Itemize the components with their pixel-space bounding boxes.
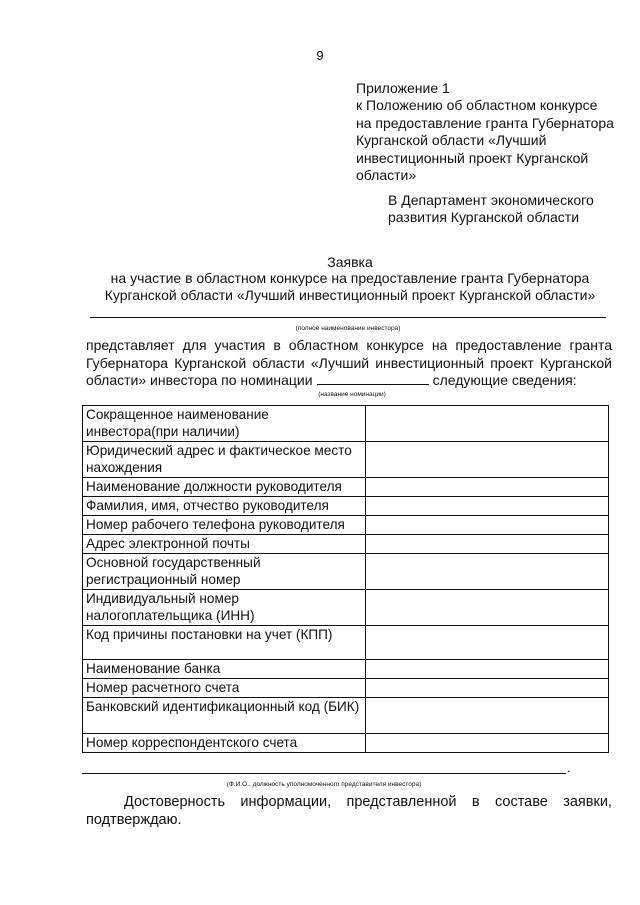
word: Губернатора <box>86 354 169 371</box>
table-row <box>83 590 609 626</box>
word: инвестиционный <box>375 354 485 371</box>
nomination-blank-line <box>317 372 429 385</box>
row-label: Индивидуальный номер налогоплательщика (ИНН) <box>83 590 366 626</box>
word: Достоверность <box>124 794 226 810</box>
table-row <box>83 535 609 554</box>
row-value-cell[interactable] <box>366 554 609 590</box>
recipient-line: В Департамент экономического <box>388 192 594 208</box>
appendix-note <box>356 80 614 184</box>
recipient-line: развития Курганской области <box>388 209 580 226</box>
row-value-cell[interactable] <box>366 679 609 698</box>
row-label: Номер рабочего телефона руководителя <box>83 516 366 535</box>
table-row <box>83 497 609 516</box>
document-title: Заявка <box>327 254 373 270</box>
signature-caption: (Ф.И.О., должность уполномоченного представителя инвестора) <box>226 781 422 788</box>
word: заявки, <box>563 794 612 810</box>
row-label: Наименование должности руководителя <box>83 478 366 497</box>
appendix-line: Курганской области «Лучший <box>356 132 547 149</box>
row-value-cell[interactable] <box>366 442 609 478</box>
row-value-cell[interactable] <box>366 535 609 554</box>
table-row <box>83 554 609 590</box>
appendix-line: области» <box>356 167 417 184</box>
word: в <box>471 794 480 810</box>
page-number: 9 <box>316 48 324 63</box>
table-row <box>83 478 609 497</box>
table-row <box>83 442 609 478</box>
word: на <box>431 337 448 353</box>
document-subtitle <box>30 270 640 304</box>
row-value-cell[interactable] <box>366 478 609 497</box>
word: представленной <box>346 794 457 810</box>
row-value-cell[interactable] <box>366 698 609 734</box>
word: гранта <box>569 337 612 353</box>
row-label: Код причины постановки на учет (КПП) <box>83 626 366 660</box>
table-row <box>83 698 609 734</box>
word: в <box>273 337 281 353</box>
word: представляет <box>86 337 175 353</box>
row-label: Сокращенное наименование инвестора(при наличии) <box>83 406 366 442</box>
intro-paragraph <box>86 337 612 390</box>
investor-name-caption: (полное наименование инвестора) <box>295 325 401 332</box>
row-value-cell[interactable] <box>366 590 609 626</box>
intro-line-3 <box>86 372 612 390</box>
table-row <box>83 626 609 660</box>
table-row <box>83 679 609 698</box>
word: информации, <box>240 794 332 810</box>
row-label: Юридический адрес и фактическое место нахождения <box>83 442 366 478</box>
row-value-cell[interactable] <box>366 406 609 442</box>
confirmation-line-2: подтверждаю. <box>86 812 182 828</box>
investor-info-table <box>82 405 609 753</box>
appendix-line: Приложение 1 <box>356 80 450 96</box>
word: конкурсе <box>366 337 424 353</box>
row-value-cell[interactable] <box>366 734 609 753</box>
row-label: Наименование банка <box>83 660 366 679</box>
table-row <box>83 660 609 679</box>
word: Курганской <box>539 354 612 371</box>
row-label: Адрес электронной почты <box>83 535 366 554</box>
intro-text-before-blank: области» инвестора по номинации <box>86 372 313 389</box>
row-label: Фамилия, имя, отчество руководителя <box>83 497 366 516</box>
word: предоставление <box>455 337 562 353</box>
word: областном <box>288 337 359 353</box>
row-value-cell[interactable] <box>366 660 609 679</box>
confirmation-line-1 <box>86 793 612 811</box>
intro-text-after-blank: следующие сведения: <box>432 372 577 389</box>
word: участия <box>214 337 266 353</box>
table-row <box>83 734 609 753</box>
row-label: Номер корреспондентского счета <box>83 734 366 753</box>
appendix-line: на предоставление гранта Губернатора <box>356 114 614 131</box>
word: проект <box>490 354 534 371</box>
nomination-caption: (название номинации) <box>318 391 386 398</box>
intro-line-2 <box>86 355 612 373</box>
row-label: Банковский идентификационный код (БИК) <box>83 698 366 734</box>
word: «Лучший <box>310 354 370 371</box>
word: Курганской <box>174 354 247 371</box>
subtitle-line: на участие в областном конкурсе на предоставление гранта Губернатора <box>110 270 590 286</box>
investor-name-line <box>90 317 606 318</box>
recipient-block <box>388 192 594 227</box>
signature-end-mark: . <box>567 760 571 775</box>
row-label: Номер расчетного счета <box>83 679 366 698</box>
word: составе <box>494 794 548 810</box>
intro-line-1 <box>86 337 612 355</box>
appendix-line: инвестиционный проект Курганской <box>356 149 589 166</box>
row-value-cell[interactable] <box>366 516 609 535</box>
signature-line <box>82 773 566 774</box>
subtitle-line: Курганской области «Лучший инвестиционный проект Курганской области» <box>104 287 596 303</box>
row-value-cell[interactable] <box>366 626 609 660</box>
row-value-cell[interactable] <box>366 497 609 516</box>
confirmation-paragraph <box>86 793 612 829</box>
word: области <box>252 354 305 371</box>
word: для <box>182 337 207 353</box>
row-label: Основной государственный регистрационный номер <box>83 554 366 590</box>
table-row <box>83 516 609 535</box>
appendix-line: к Положению об областном конкурсе <box>356 97 598 114</box>
table-row <box>83 406 609 442</box>
